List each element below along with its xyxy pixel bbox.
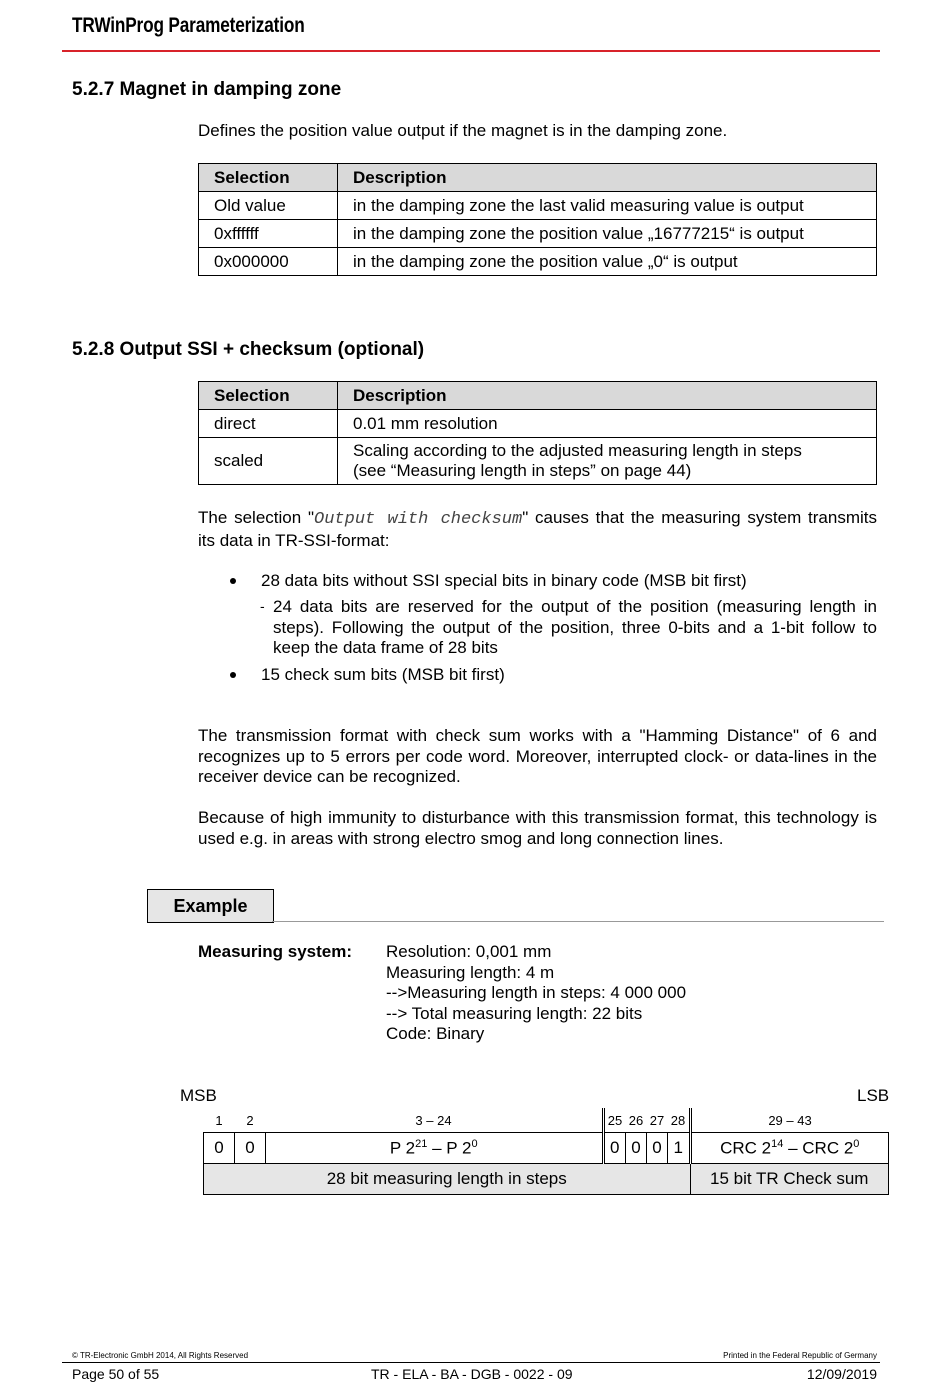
text-fragment: – P 2 xyxy=(427,1138,472,1158)
sub-bullet-item: 24 data bits are reserved for the output of the position (measuring length in steps). Following the output of the position, three 0-bits and a 1-bit follow to keep the data frame of 28 bits xyxy=(273,597,877,657)
bit-number: 2 xyxy=(246,1112,254,1128)
example-label: Example xyxy=(147,889,274,923)
bit-number: 29 – 43 xyxy=(768,1112,812,1128)
bit-frame-table xyxy=(203,1108,889,1195)
ssi-output-table xyxy=(198,381,877,485)
document-header-title: TRWinProg Parameterization xyxy=(72,14,305,37)
footer-rule xyxy=(62,1362,880,1363)
crc-bits xyxy=(690,1133,889,1164)
table-cell-line: Scaling according to the adjusted measuring length in steps xyxy=(353,441,802,460)
bit-number: 27 xyxy=(649,1112,665,1128)
check-sum-label: 15 bit TR Check sum xyxy=(690,1164,889,1195)
exponent: 0 xyxy=(853,1137,860,1150)
detail-line: Resolution: 0,001 mm xyxy=(386,942,552,961)
bit-number: 28 xyxy=(668,1108,691,1133)
measuring-length-label: 28 bit measuring length in steps xyxy=(204,1164,691,1195)
position-bits xyxy=(266,1133,604,1164)
bit-value: 0 xyxy=(603,1133,626,1164)
text-fragment: – CRC 2 xyxy=(783,1138,854,1158)
text-fragment: P 2 xyxy=(389,1138,416,1158)
detail-line: --> Total measuring length: 22 bits xyxy=(386,1003,643,1023)
exponent: 21 xyxy=(415,1137,428,1150)
detail-line: -->Measuring length in steps: 4 000 000 xyxy=(386,983,687,1002)
bit-number: 26 xyxy=(628,1112,644,1128)
table-cell: direct xyxy=(199,410,338,438)
measuring-system-details xyxy=(386,942,686,1045)
table-cell: in the damping zone the position value „0“ is output xyxy=(338,248,877,276)
lsb-label: LSB xyxy=(857,1086,890,1105)
code-text: Output with checksum xyxy=(314,510,523,529)
col-header-description: Description xyxy=(338,382,877,410)
footer-doc-id: TR - ELA - BA - DGB - 0022 - 09 xyxy=(371,1366,573,1382)
footer-printed: Printed in the Federal Republic of Germany xyxy=(723,1351,877,1360)
bit-value: 0 xyxy=(235,1133,266,1164)
bit-value: 0 xyxy=(204,1133,235,1164)
bullet-item: 28 data bits without SSI special bits in binary code (MSB bit first) xyxy=(261,571,747,590)
selection-paragraph xyxy=(198,508,877,551)
bullet-item: 15 check sum bits (MSB bit first) xyxy=(261,665,505,684)
dash-icon: - xyxy=(260,598,265,614)
table-cell: scaled xyxy=(199,438,338,485)
section-heading-527: 5.2.7 Magnet in damping zone xyxy=(72,79,342,100)
bit-number: 25 xyxy=(607,1112,623,1128)
example-rule xyxy=(272,921,884,922)
footer-page-number: Page 50 of 55 xyxy=(72,1366,160,1382)
table-cell xyxy=(338,438,877,485)
bit-number: 3 – 24 xyxy=(266,1108,604,1133)
hamming-paragraph: The transmission format with check sum works with a "Hamming Distance" of 6 and recognizes up to 5 errors per code word. Moreover, interrupted clock- or data-lines in the receiver device can be recognized. xyxy=(198,726,877,786)
col-header-selection: Selection xyxy=(199,382,338,410)
text-fragment: CRC 2 xyxy=(720,1138,772,1158)
msb-label: MSB xyxy=(180,1086,217,1105)
table-cell: 0xffffff xyxy=(199,220,338,248)
table-cell: in the damping zone the position value „16777215“ is output xyxy=(338,220,877,248)
bit-value: 0 xyxy=(626,1133,647,1164)
detail-line: Measuring length: 4 m xyxy=(386,962,555,982)
exponent: 14 xyxy=(771,1137,784,1150)
table-cell: 0.01 mm resolution xyxy=(338,410,877,438)
bit-value: 1 xyxy=(668,1133,691,1164)
table-cell: in the damping zone the last valid measuring value is output xyxy=(338,192,877,220)
text-fragment: The selection " xyxy=(198,508,315,527)
detail-line: Code: Binary xyxy=(386,1024,485,1043)
footer-copyright: © TR-Electronic GmbH 2014, All Rights Reserved xyxy=(72,1351,249,1360)
col-header-description: Description xyxy=(338,164,877,192)
bit-number: 1 xyxy=(215,1112,223,1128)
bullet-icon xyxy=(230,672,236,678)
footer-date: 12/09/2019 xyxy=(806,1366,877,1382)
exponent: 0 xyxy=(471,1137,478,1150)
text-fragment: " causes that the measuring system transmits its data in TR-SSI-format: xyxy=(198,508,877,550)
table-cell: Old value xyxy=(199,192,338,220)
section-527-intro: Defines the position value output if the magnet is in the damping zone. xyxy=(198,121,728,140)
damping-zone-table xyxy=(198,163,877,276)
table-cell: 0x000000 xyxy=(199,248,338,276)
bullet-icon xyxy=(230,578,236,584)
header-rule xyxy=(62,50,880,52)
table-cell-line: (see “Measuring length in steps” on page 44) xyxy=(353,461,692,480)
immunity-paragraph: Because of high immunity to disturbance with this transmission format, this technology is used e.g. in areas with strong electro smog and long connection lines. xyxy=(198,808,877,848)
measuring-system-label: Measuring system: xyxy=(198,942,352,961)
col-header-selection: Selection xyxy=(199,164,338,192)
bit-value: 0 xyxy=(647,1133,668,1164)
section-heading-528: 5.2.8 Output SSI + checksum (optional) xyxy=(72,339,425,360)
